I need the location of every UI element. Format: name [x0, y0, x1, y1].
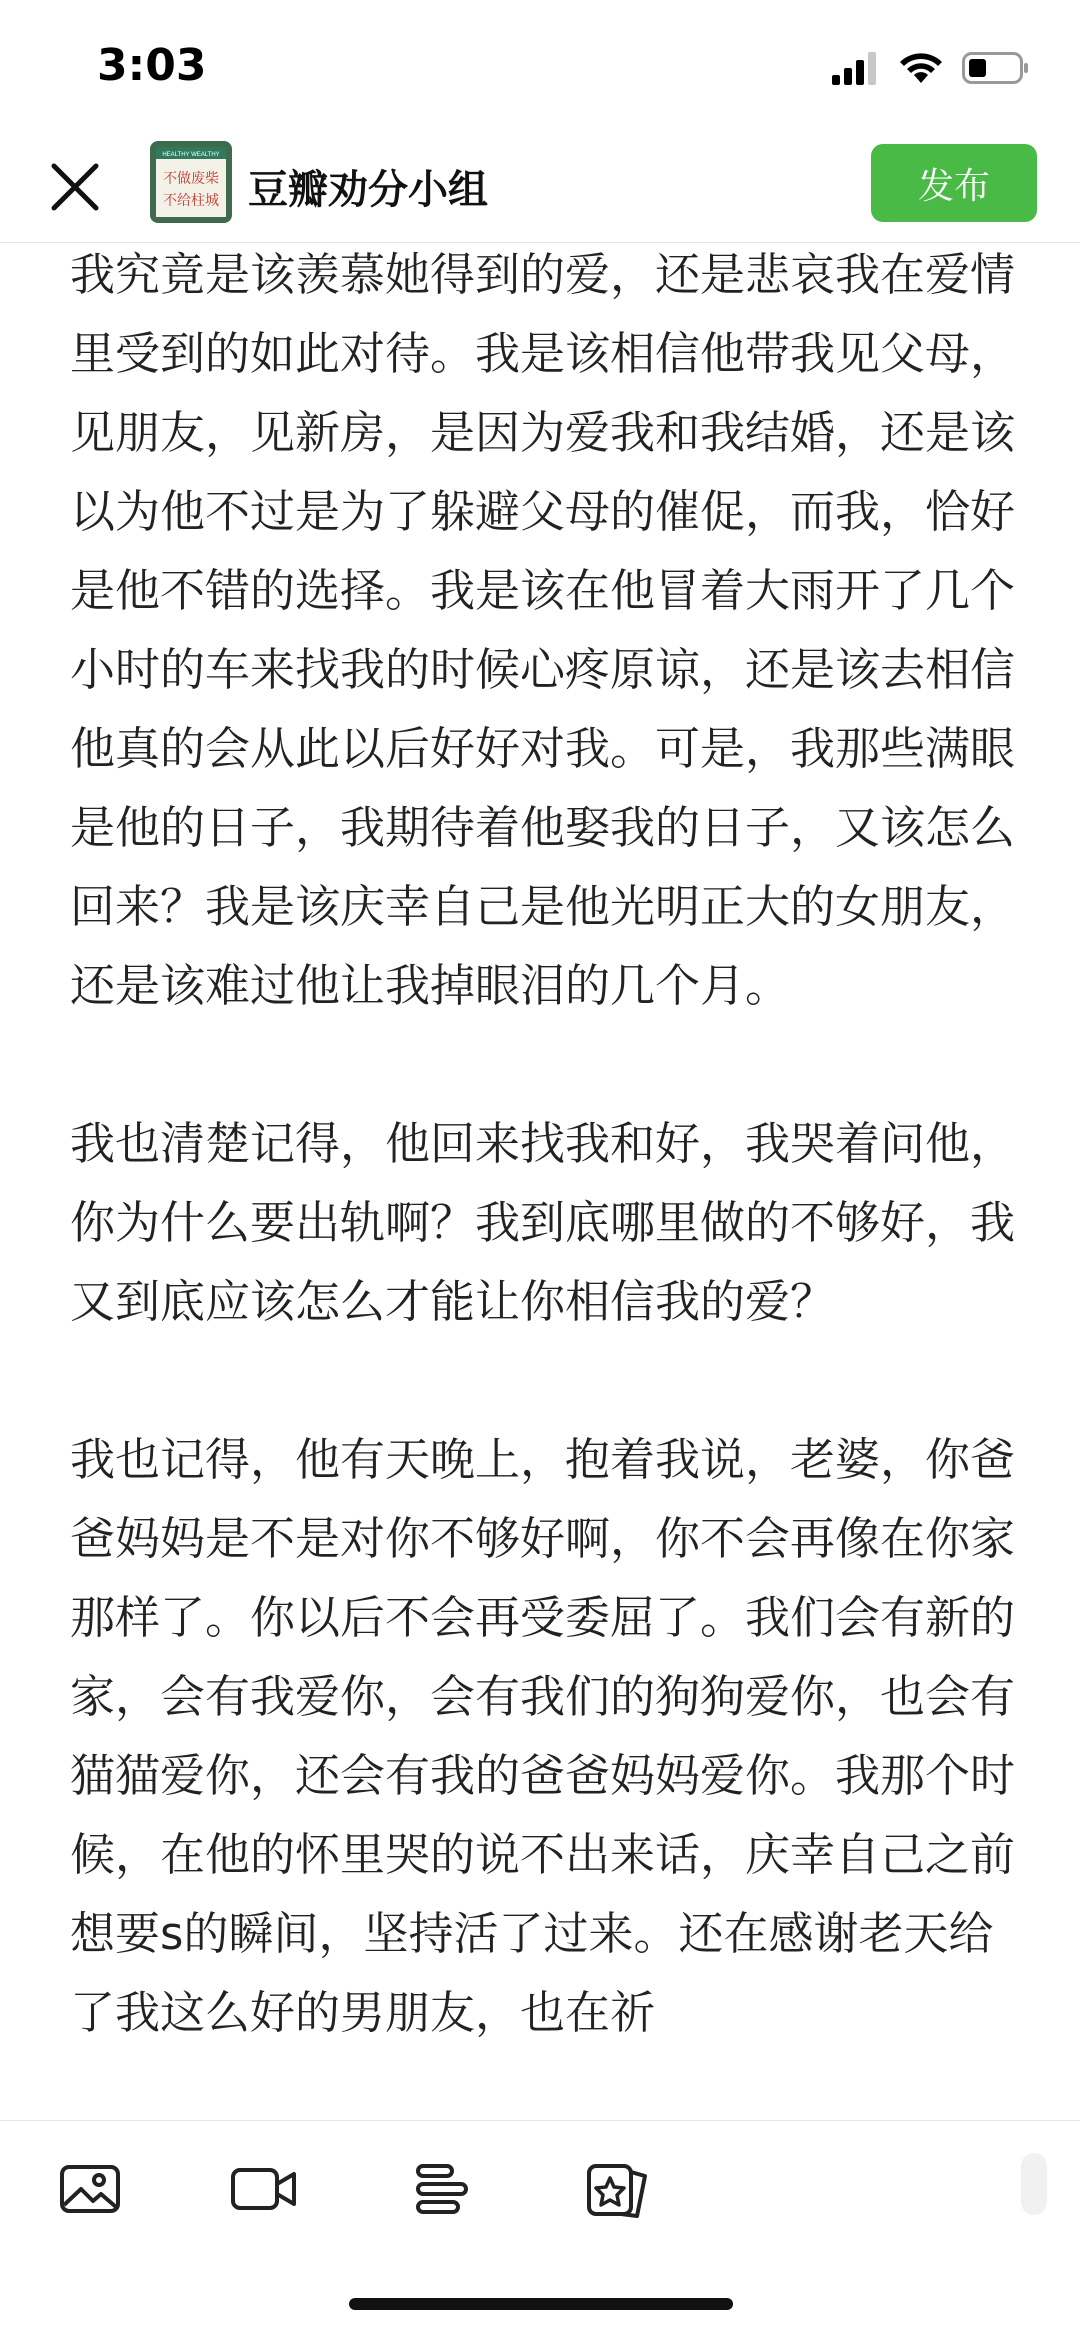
group-name[interactable]: 豆瓣劝分小组 — [248, 167, 488, 213]
image-icon — [59, 2161, 121, 2217]
text-format-icon — [413, 2160, 471, 2218]
status-bar — [0, 0, 1080, 132]
battery-icon — [962, 51, 1030, 85]
video-icon — [230, 2164, 298, 2214]
signal-icon — [832, 51, 880, 85]
insert-video-button[interactable] — [230, 2155, 298, 2223]
status-time: 3:03 — [97, 40, 207, 91]
status-icons — [832, 48, 1030, 88]
insert-image-button[interactable] — [56, 2155, 124, 2223]
paragraph: 我也记得，他有天晚上，抱着我说，老婆，你爸爸妈妈是不是对你不够好啊，你不会再像在你家那样了。你以后不会再受委屈了。我们会有新的家，会有我爱你，会有我们的狗狗爱你，也会有猫猫爱你，还会有我的爸爸妈妈爱你。我那个时候，在他的怀里哭的说不出来话，庆幸自己之前想要s的瞬间，坚持活了过来。还在感谢老天给了我这么好的男朋友，也在祈 — [70, 1433, 1016, 2039]
svg-text:不给柱城: 不给柱城 — [163, 193, 219, 209]
star-card-button[interactable] — [584, 2155, 652, 2223]
svg-text:不做废柴: 不做废柴 — [163, 171, 219, 187]
publish-button[interactable]: 发布 — [871, 144, 1037, 222]
close-icon — [46, 158, 104, 216]
group-avatar — [150, 141, 232, 223]
svg-text:HEALTHY WEALTHY: HEALTHY WEALTHY — [162, 152, 220, 158]
wifi-icon — [898, 51, 944, 85]
paragraph: 我也清楚记得，他回来找我和好，我哭着问他，你为什么要出轨啊？我到底哪里做的不够好，我又到底应该怎么才能让你相信我的爱？ — [70, 1117, 1016, 1328]
toolbar-scroll-handle[interactable] — [1021, 2153, 1047, 2215]
paragraph: 我究竟是该羡慕她得到的爱，还是悲哀我在爱情里受到的如此对待。我是该相信他带我见父母，见朋友，见新房，是因为爱我和我结婚，还是该以为他不过是为了躲避父母的催促，而我，恰好是他不错的选择。我是该在他冒着大雨开了几个小时的车来找我的时候心疼原谅，还是该去相信他真的会从此以后好好对我。可是，我那些满眼是他的日子，我期待着他娶我的日子，又该怎么回来？我是该庆幸自己是他光明正大的女朋友，还是该难过他让我掉眼泪的几个月。 — [70, 248, 1016, 1012]
text-format-button[interactable] — [408, 2155, 476, 2223]
post-editor-header — [0, 132, 1080, 243]
post-body-editor[interactable] — [0, 243, 1080, 2119]
home-indicator[interactable] — [349, 2298, 733, 2310]
star-card-icon — [585, 2158, 651, 2220]
close-button[interactable] — [46, 158, 104, 216]
